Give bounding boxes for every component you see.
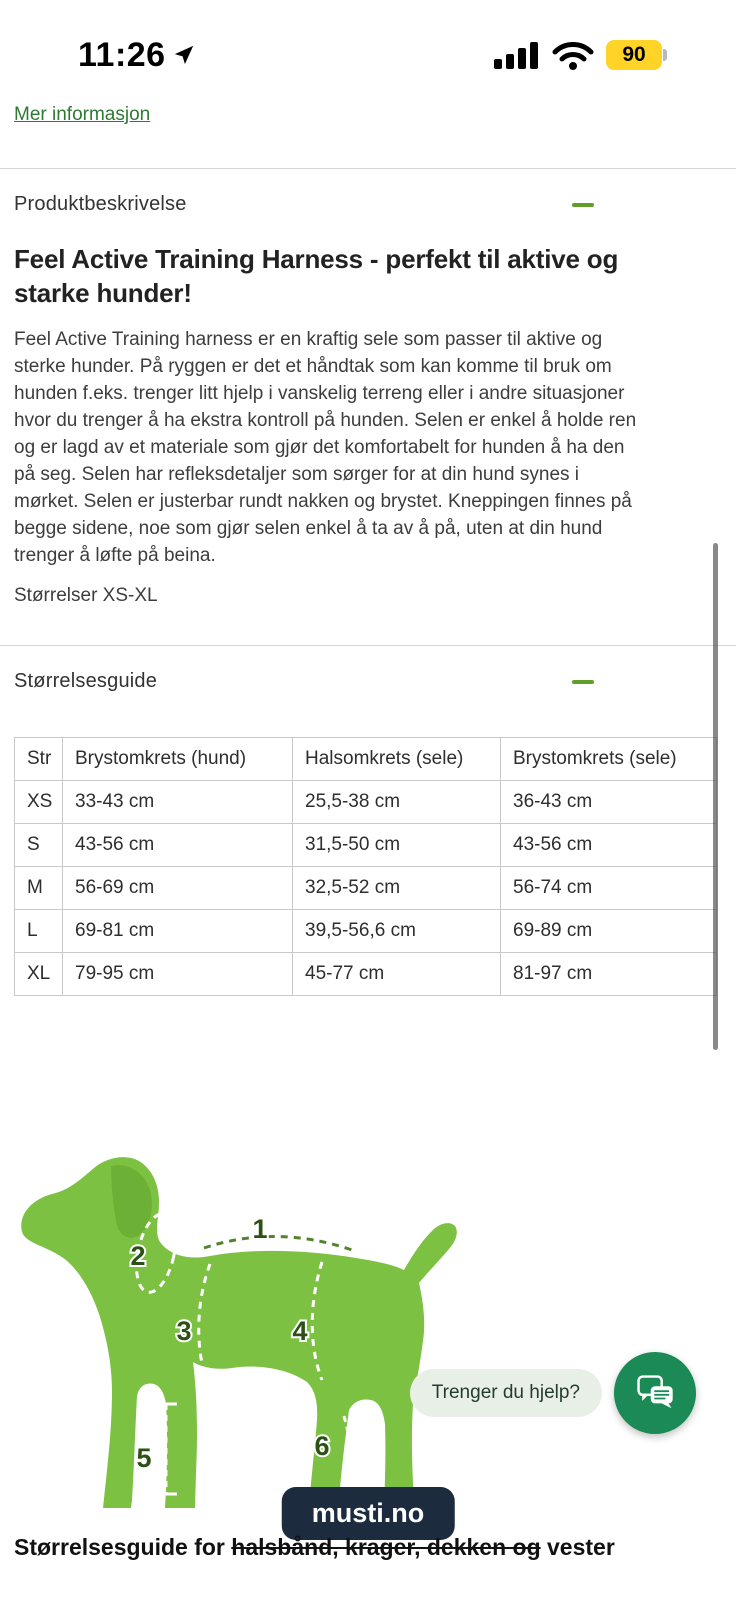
cell-chest-dog: 69-81 cm (63, 910, 293, 953)
cell-chest-harness: 69-89 cm (501, 910, 717, 953)
measure-label-1: 1 (252, 1214, 268, 1244)
size-table (14, 737, 717, 996)
section-title: Produktbeskrivelse (14, 193, 187, 215)
cell-chest-dog: 56-69 cm (63, 867, 293, 910)
col-header-size: Str (15, 738, 63, 781)
section-title: Størrelsesguide (14, 670, 158, 692)
cell-neck-harness: 45-77 cm (293, 953, 501, 996)
more-info-link[interactable]: Mer informasjon (14, 104, 151, 125)
col-header-neck-harness: Halsomkrets (sele) (293, 738, 501, 781)
dog-illustration (8, 1150, 478, 1520)
cellular-signal-icon (494, 40, 540, 70)
cell-neck-harness: 39,5-56,6 cm (293, 910, 501, 953)
cell-chest-dog: 33-43 cm (63, 781, 293, 824)
col-header-chest-dog: Brystomkrets (hund) (63, 738, 293, 781)
battery-percent: 90 (622, 43, 646, 66)
product-body-text: Feel Active Training harness er en kraftig sele som passer til aktive og sterke hunder. På ryggen er det et håndtak som kan komme til bruk om hunden f.eks. trenger litt hjelp i vanskelig terreng eller i andre situasjoner hvor du trenger å ha ekstra kontroll på hunden. Selen er enkel å holde ren og er lagd av et materiale som gjør det komfortabelt for hunden å ha den på seg. Selen har refleksdetaljer som sørger for at din hund synes i mørket. Selen er justerbar rundt nakken og brystet. Kneppingen finnes på begge sidene, noe som gjør selen enkel å ta av å på, uten at din hund trenger å løfte på beina. (14, 329, 637, 566)
table-row (15, 953, 717, 996)
chat-widget (410, 1352, 696, 1434)
battery-indicator (606, 40, 662, 70)
scrollbar-thumb[interactable] (713, 543, 718, 1050)
status-time-group (78, 36, 195, 75)
cell-size: XS (15, 781, 63, 824)
bottom-size-guide-heading (14, 1534, 714, 1561)
wifi-icon (552, 40, 594, 70)
table-row (15, 781, 717, 824)
measure-line-rear-leg (344, 1416, 359, 1492)
product-heading: Feel Active Training Harness - perfekt til aktive og starke hunder! (14, 244, 619, 308)
cell-size: M (15, 867, 63, 910)
table-row (15, 867, 717, 910)
size-guide-section (0, 646, 736, 996)
col-header-chest-harness: Brystomkrets (sele) (501, 738, 717, 781)
collapse-minus-icon[interactable] (572, 203, 594, 207)
dog-silhouette (21, 1157, 457, 1508)
status-icons (494, 40, 668, 70)
cell-chest-harness: 43-56 cm (501, 824, 717, 867)
chat-icon (630, 1368, 680, 1418)
collapse-minus-icon[interactable] (572, 680, 594, 684)
measure-label-5: 5 (136, 1443, 152, 1473)
bottom-heading-struck: halsbånd, krager, dekken og (231, 1534, 541, 1560)
chat-button[interactable] (614, 1352, 696, 1434)
chat-help-label[interactable]: Trenger du hjelp? (410, 1369, 602, 1417)
measure-label-3: 3 (176, 1316, 192, 1346)
bottom-heading-suffix: vester (540, 1534, 615, 1560)
table-row (15, 910, 717, 953)
cell-size: L (15, 910, 63, 953)
cell-neck-harness: 25,5-38 cm (293, 781, 501, 824)
measure-label-6: 6 (314, 1431, 330, 1461)
size-guide-header[interactable] (0, 646, 736, 693)
cell-neck-harness: 32,5-52 cm (293, 867, 501, 910)
cell-size: XL (15, 953, 63, 996)
table-row (15, 824, 717, 867)
cell-neck-harness: 31,5-50 cm (293, 824, 501, 867)
measure-line-back (204, 1236, 352, 1250)
cell-chest-dog: 43-56 cm (63, 824, 293, 867)
measure-label-4: 4 (292, 1316, 308, 1346)
brand-badge: musti.no (282, 1487, 455, 1540)
bottom-heading-prefix: Størrelsesguide for (14, 1534, 232, 1560)
dog-measurement-diagram (8, 1150, 478, 1520)
cell-chest-harness: 56-74 cm (501, 867, 717, 910)
status-bar (0, 0, 736, 90)
measure-label-2: 2 (130, 1241, 146, 1271)
cell-chest-dog: 79-95 cm (63, 953, 293, 996)
status-time: 11:26 (78, 35, 166, 74)
product-description-header[interactable] (0, 169, 736, 216)
product-sizes-note: Størrelser XS-XL (14, 585, 158, 606)
location-arrow-icon (173, 44, 195, 66)
cell-chest-harness: 81-97 cm (501, 953, 717, 996)
cell-size: S (15, 824, 63, 867)
table-header-row (15, 738, 717, 781)
product-description-section (0, 169, 736, 607)
cell-chest-harness: 36-43 cm (501, 781, 717, 824)
